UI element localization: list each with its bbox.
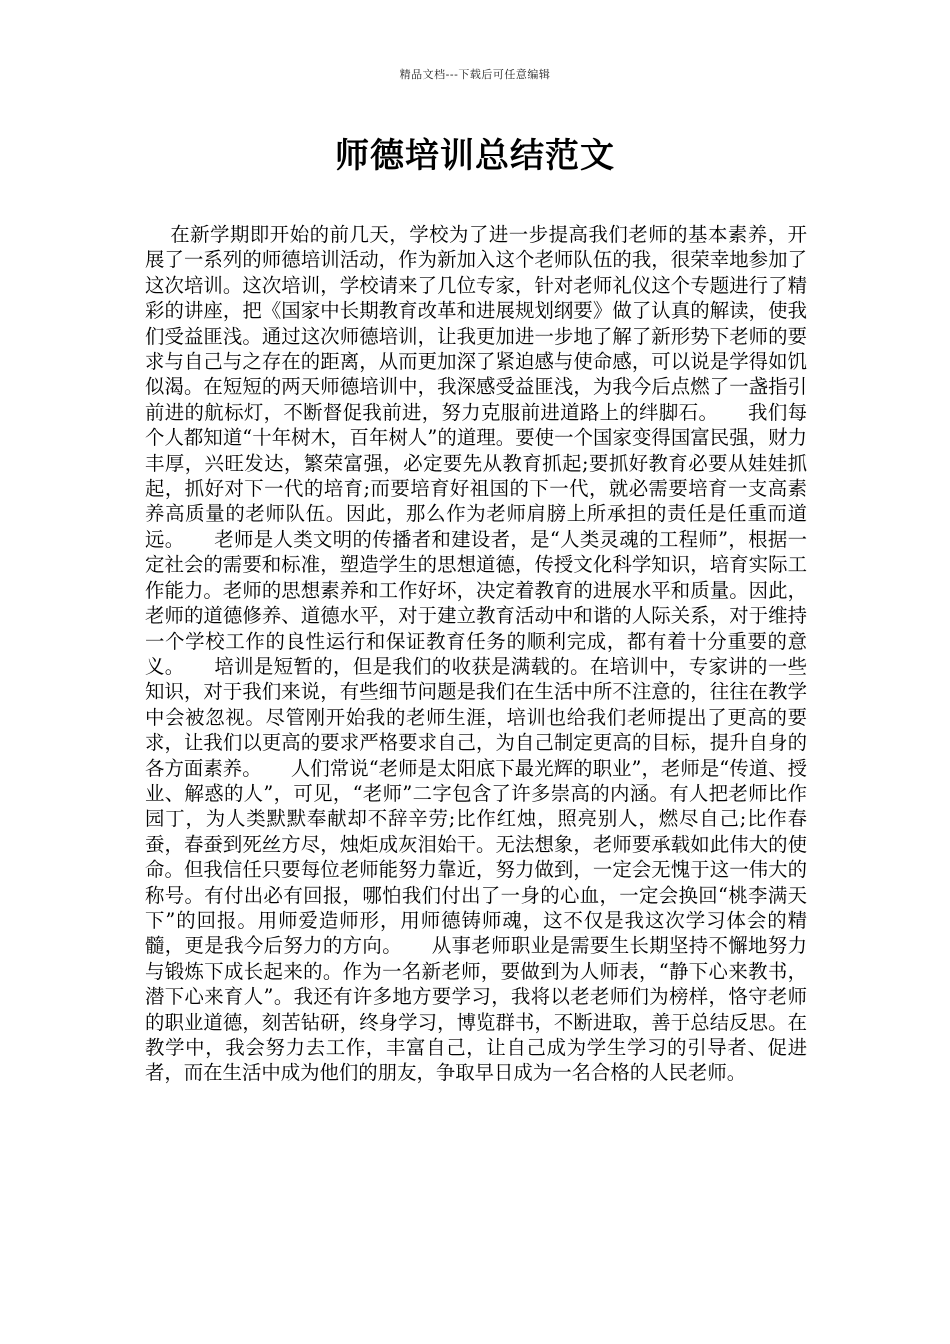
document-body: 在新学期即开始的前几天，学校为了进一步提高我们老师的基本素养，开展了一系列的师德培训活动，作为新加入这个老师队伍的我，很荣幸地参加了这次培训。这次培训，学校请来了几位专家，针对老师礼仪这个专题进行了精彩的讲座，把《国家中长期教育改革和进展规划纲要》做了认真的解读，使我们受益匪浅。通过这次师德培训，让我更加进一步地了解了新形势下老师的要求与自己与之存在的距离，从而更加深了紧迫感与使命感，可以说是学得如饥似渴。在短短的两天师德培训中，我深感受益匪浅，为我今后点燃了一盏指引前进的航标灯，不断督促我前进，努力克服前进道路上的绊脚石。 我们每个人都知道“十年树木，百年树人”的道理。要使一个国家变得国富民强，财力丰厚，兴旺发达，繁荣富强，必定要先从教育抓起;要抓好教育必要从娃娃抓起，抓好对下一代的培育;而要培育好祖国的下一代，就必需要培育一支高素养高质量的老师队伍。因此，那么作为老师肩膀上所承担的责任是任重而道远。 老师是人类文明的传播者和建设者，是“人类灵魂的工程师”，根据一定社会的需要和标准，塑造学生的思想道德，传授文化科学知识，培育实际工作能力。老师的思想素养和工作好坏，决定着教育的进展水平和质量。因此，老师的道德修养、道德水平，对于建立教育活动中和谐的人际关系，对于维持一个学校工作的良性运行和保证教育任务的顺利完成，都有着十分重要的意义。 培训是短暂的，但是我们的收获是满载的。在培训中，专家讲的一些知识，对于我们来说，有些细节问题是我们在生活中所不注意的，往往在教学中会被忽视。尽管刚开始我的老师生涯，培训也给我们老师提出了更高的要求，让我们以更高的要求严格要求自己，为自己制定更高的目标，提升自身的各方面素养。 人们常说“老师是太阳底下最光辉的职业”，老师是“传道、授业、解惑的人”，可见，“老师”二字包含了许多崇高的内涵。有人把老师比作园丁，为人类默默奉献却不辞辛劳;比作红烛，照亮别人，燃尽自己;比作春蚕，春蚕到死丝方尽，烛炬成灰泪始干。无法想象，老师要承载如此伟大的使命。但我信任只要每位老师能努力靠近，努力做到，一定会无愧于这一伟大的称号。有付出必有回报，哪怕我们付出了一身的心血，一定会换回“桃李满天下”的回报。用师爱造师形，用师德铸师魂，这不仅是我这次学习体会的精髓，更是我今后努力的方向。 从事老师职业是需要生长期坚持不懈地努力与锻炼下成长起来的。作为一名新老师，要做到为人师表，“静下心来教书，潜下心来育人”。我还有许多地方要学习，我将以老老师们为榜样，恪守老师的职业道德，刻苦钻研，终身学习，博览群书，不断进取，善于总结反思。在教学中，我会努力去工作，丰富自己，让自己成为学生学习的引导者、促进者，而在生活中成为他们的朋友，争取早日成为一名合格的人民老师。 — [145, 223, 807, 1085]
document-title: 师德培训总结范文 — [335, 136, 615, 176]
page-header-note: 精品文档---下载后可任意编辑 — [399, 68, 551, 81]
